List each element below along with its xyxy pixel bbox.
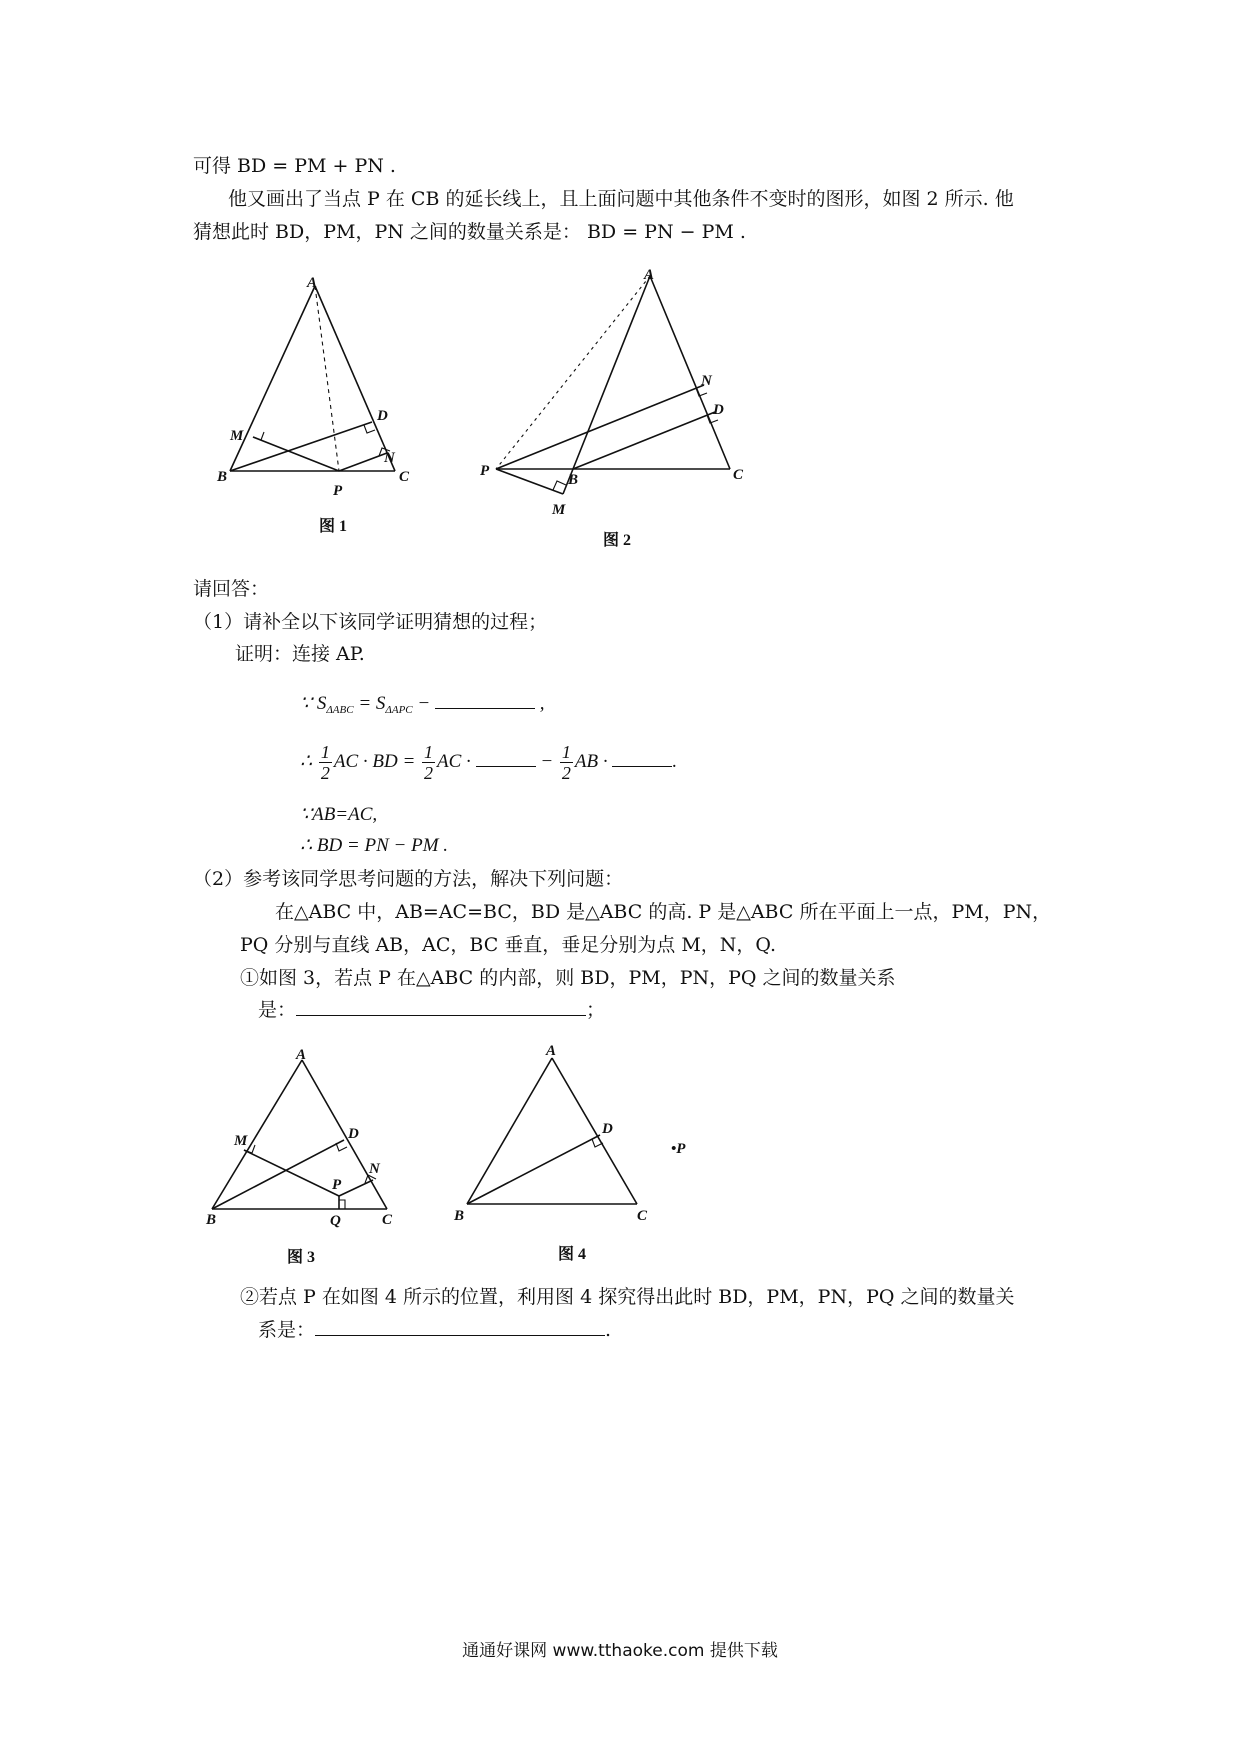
fig1-label-c: C bbox=[399, 469, 410, 485]
fig1-caption: 图 1 bbox=[319, 518, 348, 535]
fig4-label-d: D bbox=[602, 1121, 613, 1137]
fig2-label-n: N bbox=[701, 373, 712, 389]
fig4-label-c: C bbox=[637, 1208, 648, 1224]
text-line-2: 他又画出了当点 P 在 CB 的延长线上，且上面问题中其他条件不变时的图形，如图 2 所示. 他 bbox=[228, 188, 1014, 210]
fig4-label-b: B bbox=[454, 1208, 465, 1224]
fig3-label-n: N bbox=[369, 1161, 380, 1177]
fig3-label-a: A bbox=[296, 1047, 307, 1063]
fig1-label-a: A bbox=[307, 275, 318, 291]
fig3-label-q: Q bbox=[330, 1213, 341, 1229]
text-line-14: ①如图 3，若点 P 在△ABC 的内部，则 BD，PM，PN，PQ 之间的数量关系 bbox=[240, 967, 896, 989]
fig3-label-m: M bbox=[234, 1133, 248, 1149]
text-line-4: 请回答： bbox=[193, 578, 270, 600]
answer-blank-fig4[interactable] bbox=[315, 1317, 605, 1336]
text-line-1: 可得 BD = PM + PN . bbox=[193, 155, 396, 177]
fig4-caption: 图 4 bbox=[558, 1246, 587, 1263]
fig2-label-p: P bbox=[480, 463, 490, 479]
text-line-6: 证明：连接 AP. bbox=[235, 643, 365, 665]
fig3-label-b: B bbox=[206, 1212, 217, 1228]
proof-line-equation: ∴ $\frac{1}{2}$ AC · BD = $\frac{1}{2}$ AC · − $\frac{1}{2}$ AB · . bbox=[300, 742, 678, 784]
text-line-5: （1）请补全以下该同学证明猜想的过程； bbox=[193, 611, 548, 633]
proof-line-because: ∵AB=AC, bbox=[300, 804, 378, 825]
text-line-17: 系是： . bbox=[258, 1319, 612, 1341]
fig2-label-a: A bbox=[644, 267, 655, 283]
text-line-3: 猜想此时 BD，PM，PN 之间的数量关系是： BD = PN − PM . bbox=[193, 221, 746, 243]
fig1-label-b: B bbox=[217, 469, 228, 485]
text-line-16: ②若点 P 在如图 4 所示的位置，利用图 4 探究得出此时 BD，PM，PN，PQ 之间的数量关 bbox=[240, 1286, 1015, 1308]
fig1-label-p: P bbox=[333, 483, 343, 499]
fig1-label-n: N bbox=[384, 450, 395, 466]
text-line-15: 是： ； bbox=[258, 999, 606, 1021]
fig1-label-m: M bbox=[230, 428, 244, 444]
fig3-label-d: D bbox=[348, 1126, 359, 1142]
fig3-label-c: C bbox=[382, 1212, 393, 1228]
fig3-label-p: P bbox=[332, 1177, 342, 1193]
text-line-13: PQ 分别与直线 AB，AC，BC 垂直，垂足分别为点 M，N，Q. bbox=[240, 934, 777, 956]
fig2-label-d: D bbox=[713, 402, 724, 418]
text-line-12: 在△ABC 中，AB=AC=BC，BD 是△ABC 的高. P 是△ABC 所在平面上一点，PM，PN， bbox=[275, 901, 1052, 923]
fig3-caption: 图 3 bbox=[287, 1249, 316, 1266]
proof-line-area: ∵ $S_{\Delta ABC} = S_{\Delta APC}$ − , bbox=[300, 690, 544, 723]
fig2-label-b: B bbox=[568, 472, 579, 488]
fig4-label-p: •P bbox=[671, 1141, 686, 1157]
fig1-label-d: D bbox=[377, 408, 388, 424]
fig2-label-m: M bbox=[552, 502, 566, 518]
page-footer: 通通好课网 www.tthaoke.com 提供下载 bbox=[462, 1641, 778, 1661]
text-line-11: （2）参考该同学思考问题的方法，解决下列问题： bbox=[193, 868, 624, 890]
fig2-label-c: C bbox=[733, 467, 744, 483]
fig2-caption: 图 2 bbox=[603, 532, 632, 549]
fig4-label-a: A bbox=[546, 1043, 557, 1059]
proof-line-therefore: ∴ BD = PN − PM . bbox=[300, 835, 449, 856]
